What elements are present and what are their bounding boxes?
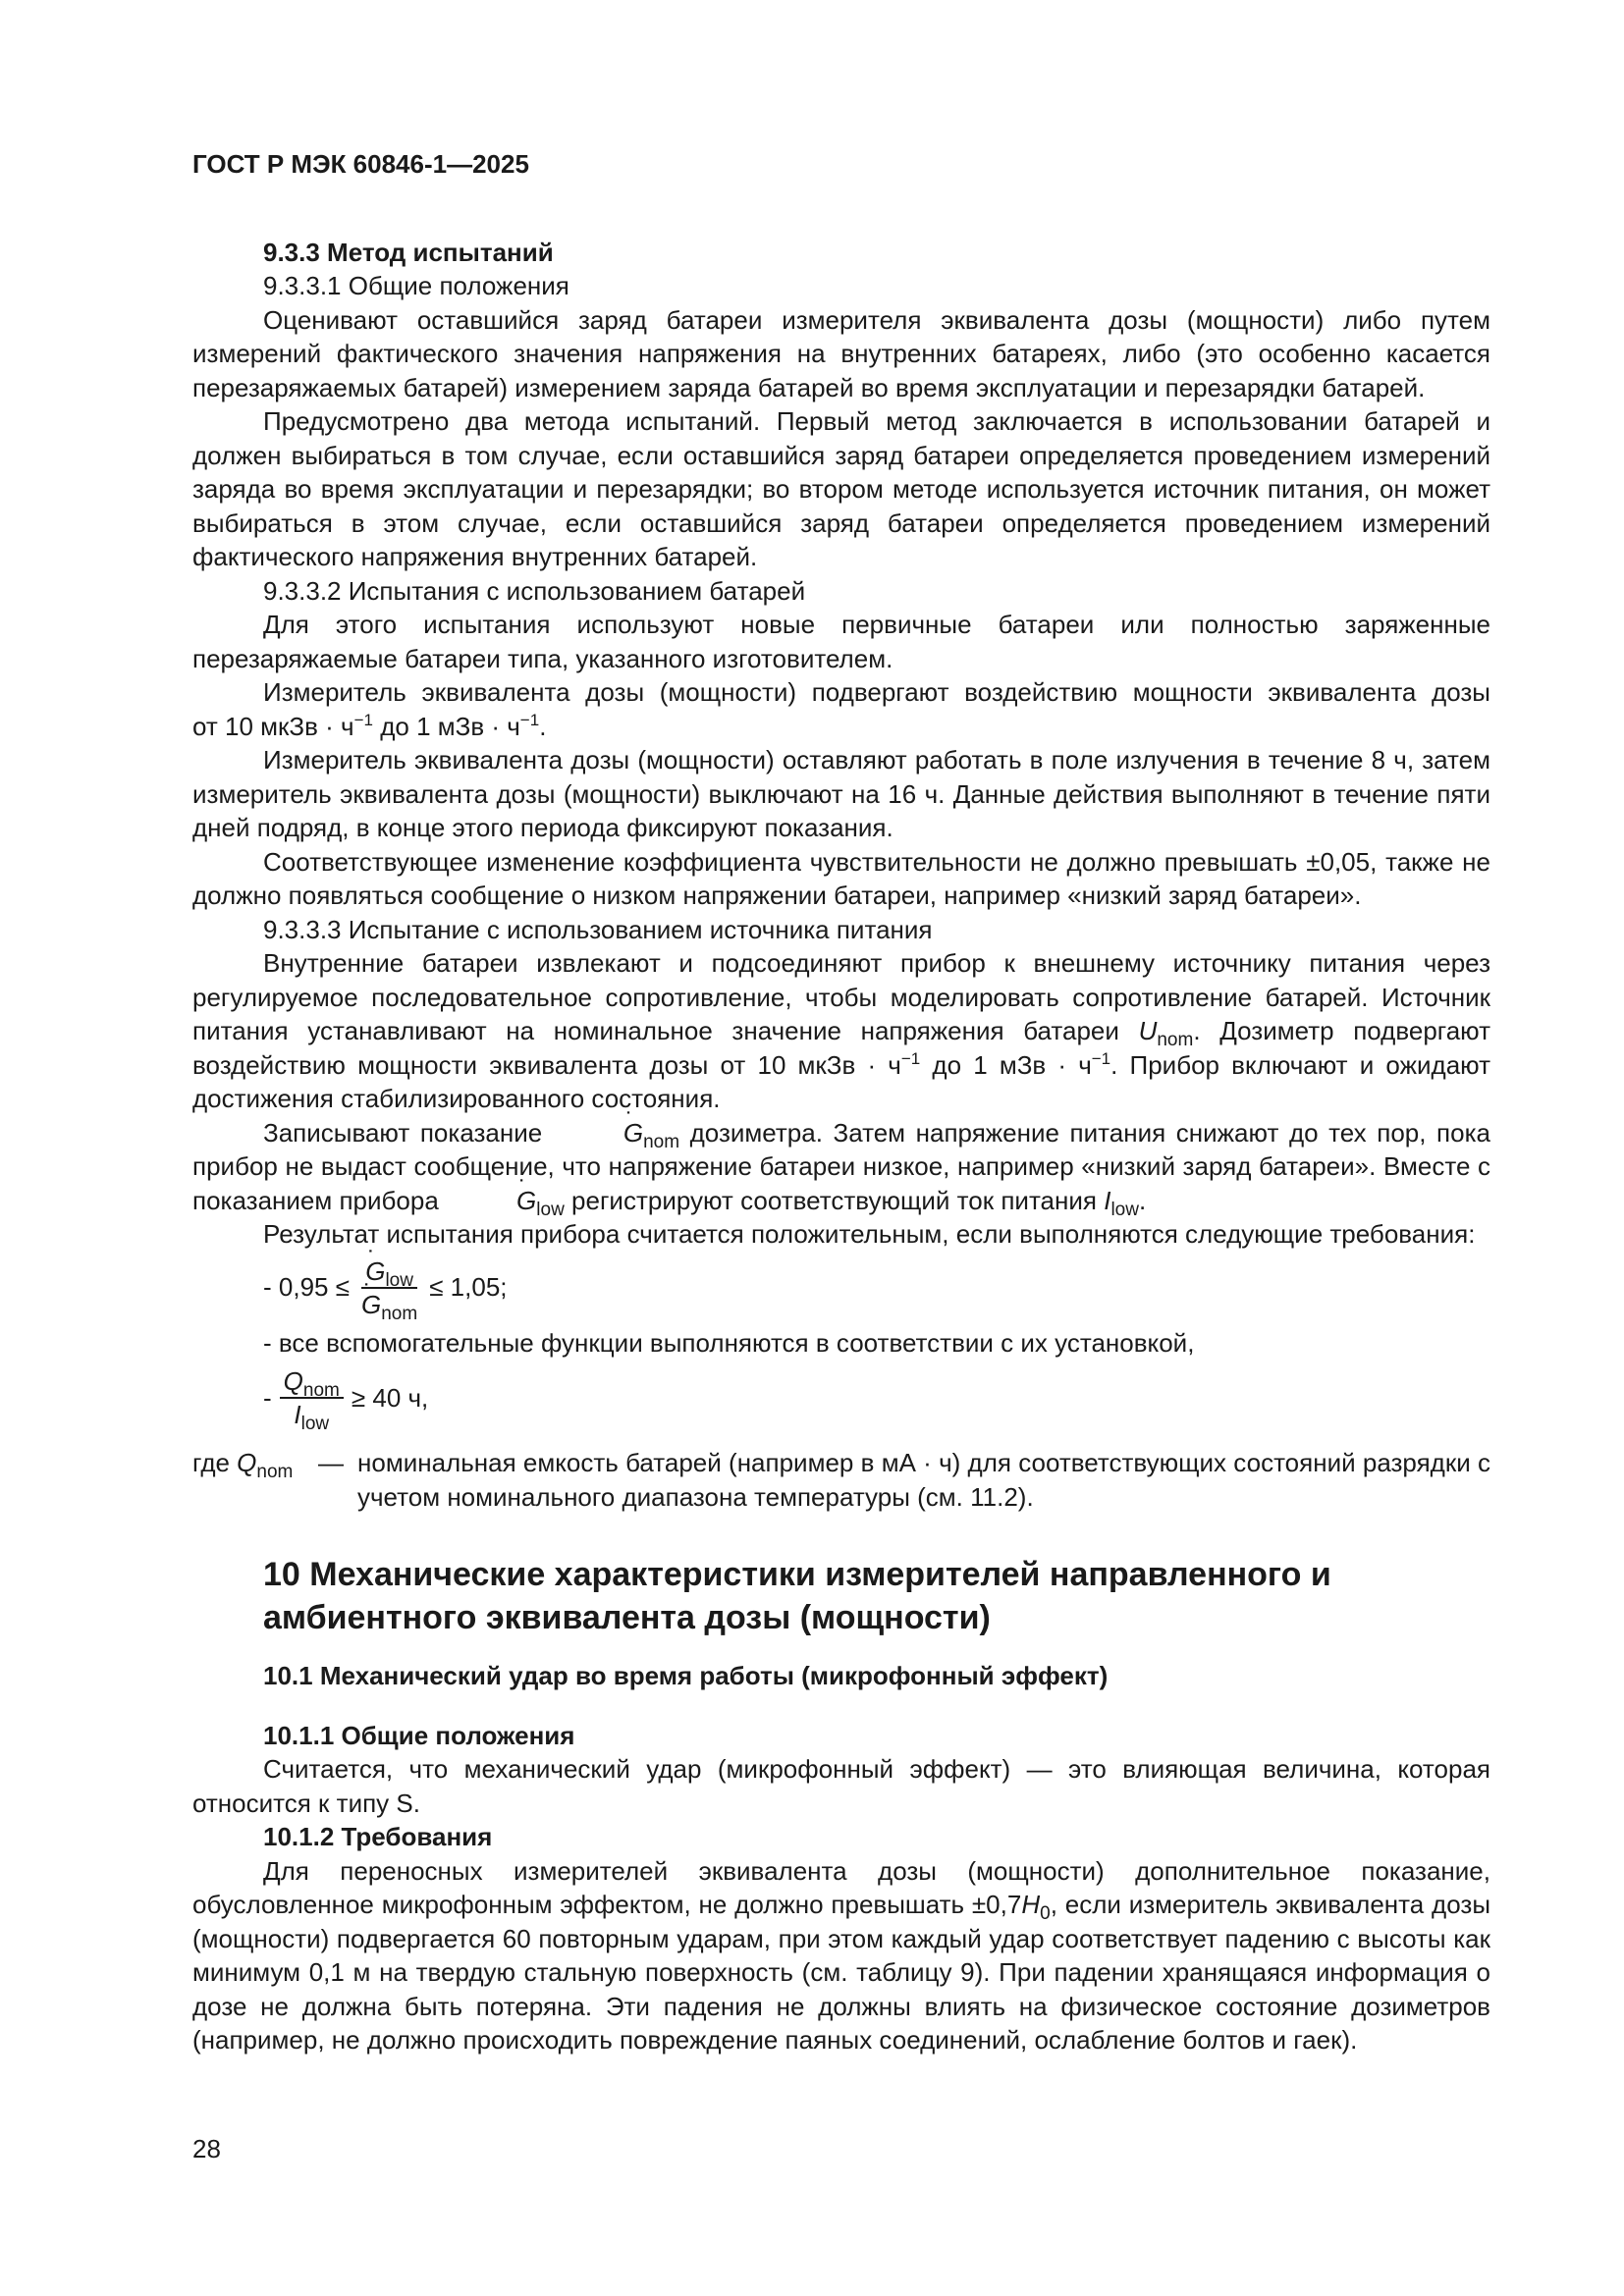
paragraph: Для этого испытания используют новые первичные батареи или полностью заряженные перезаряжаемые батареи типа, указанного изготовителем. [192,610,1490,673]
paragraph: Предусмотрено два метода испытаний. Первый метод заключается в использовании батарей и должен выбираться в том случае, если оставшийся заряд батареи определяется проведением измерений заряда во время эксплуатации и перезарядки; во втором методе используется источник питания, он может выбираться в этом случае, если оставшийся заряд батареи определяется проведением измерений фактического напряжения внутренних батарей. [192,406,1490,571]
paragraph: Соответствующее изменение коэффициента чувствительности не должно превышать ±0,05, также не должно появляться сообщение о низком напряжении батареи, например «низкий заряд батареи». [192,846,1490,910]
formula-legend: где $Q_{nom}$ — номинальная емкость батарей (например в мА · ч) для соответствующих состояний разрядки с учетом номинального диапазона температуры (см. 11.2). [192,1448,1490,1512]
paragraph: Внутренние батареи извлекают и подсоединяют прибор к внешнему источнику питания через регулируемое последовательное сопротивление, чтобы моделировать сопротивление батарей. Источник питания устанавливают на номинальное значение напряжения батареи $U_{nom}$. Дозиметр подвергают воздействию мощности эквивалента дозы от 10 мкЗв · $ч^{-1}$ до 1 мЗв · $ч^{-1}$. Прибор включают и ожидают достижения стабилизированного состояния. [192,948,1491,1113]
paragraph: Измеритель эквивалента дозы (мощности) подвергают воздействию мощности эквивалента дозы [263,677,1490,707]
document-page [192,147,1490,2057]
paragraph: Оценивают оставшийся заряд батареи измерителя эквивалента дозы (мощности) либо путем измерений фактического значения напряжения на внутренних батареях, либо (это особенно касается перезаряжаемых батарей) измерением заряда батарей во время эксплуатации и перезарядки батарей. [192,304,1490,402]
paragraph: Записывают показание ˙ $G_{nom}$ дозиметра. Затем напряжение питания снижают до тех пор, пока прибор не выдаст сообщение, что напряжение батареи низкое, например «низкий заряд батареи». Вместе с показанием прибора ˙ $G_{low}$ регистрируют соответствующий ток питания $I_{low}$. [192,1116,1490,1218]
list-item: - все вспомогательные функции выполняются в соответствии с их установкой, [263,1327,1195,1358]
formula-ratio-g: - 0,95 ≤ ˙ $G_{low}$ ˙ $G_{nom}$ ≤ 1,05; [192,1255,1490,1320]
section-10-1-2-title: 10.1.2 Требования [263,1822,493,1851]
paragraph: Считается, что механический удар (микрофонный эффект) — это влияющая величина, которая относится к типу S. [192,1754,1490,1818]
formula-ratio-q: - $\frac{Q_{nom}}{I_{low}}$ ≥ 40 ч, [263,1366,429,1434]
section-10-1-title: 10.1 Механический удар во время работы (микрофонный эффект) [263,1661,1109,1690]
section-9-3-3-2-title: 9.3.3.2 Испытания с использованием батарей [263,575,806,606]
paragraph: Для переносных измерителей эквивалента дозы (мощности) дополнительное показание, обусловленное микрофонным эффектом, не должно превышать $\pm 0,7H_0$, если измеритель эквивалента дозы (мощности) подвергается 60 повторным ударам, при этом каждый удар соответствует падению с высоты как минимум 0,1 м на твердую стальную поверхность (см. таблицу 9). При падении хранящаяся информация о дозе не должна быть потеряна. Эти падения не должны влиять на физическое состояние дозиметров (например, не должно происходить повреждение паяных соединений, ослабление болтов и гаек). [192,1855,1491,2055]
section-9-3-3-1-title: 9.3.3.1 Общие положения [263,271,569,300]
document-header: ГОСТ Р МЭК 60846-1—2025 [192,149,529,179]
paragraph-continuation: от 10 мкЗв · $ч^{-1}$ до 1 мЗв · $ч^{-1}$. [192,710,547,741]
paragraph: Результат испытания прибора считается положительным, если выполняются следующие требования: [263,1219,1476,1249]
section-10-title: 10 Механические характеристики измерителей направленного и амбиентного эквивалента дозы (мощности) [263,1556,1331,1636]
page-number: 28 [192,2134,221,2163]
section-10-1-1-title: 10.1.1 Общие положения [263,1720,575,1750]
section-9-3-3-3-title: 9.3.3.3 Испытание с использованием источника питания [263,914,933,944]
paragraph: Измеритель эквивалента дозы (мощности) оставляют работать в поле излучения в течение 8 ч, затем измеритель эквивалента дозы (мощности) выключают на 16 ч. Данные действия выполняют в течение пяти дней подряд, в конце этого периода фиксируют показания. [192,745,1490,842]
section-9-3-3-title: 9.3.3 Метод испытаний [263,237,554,267]
